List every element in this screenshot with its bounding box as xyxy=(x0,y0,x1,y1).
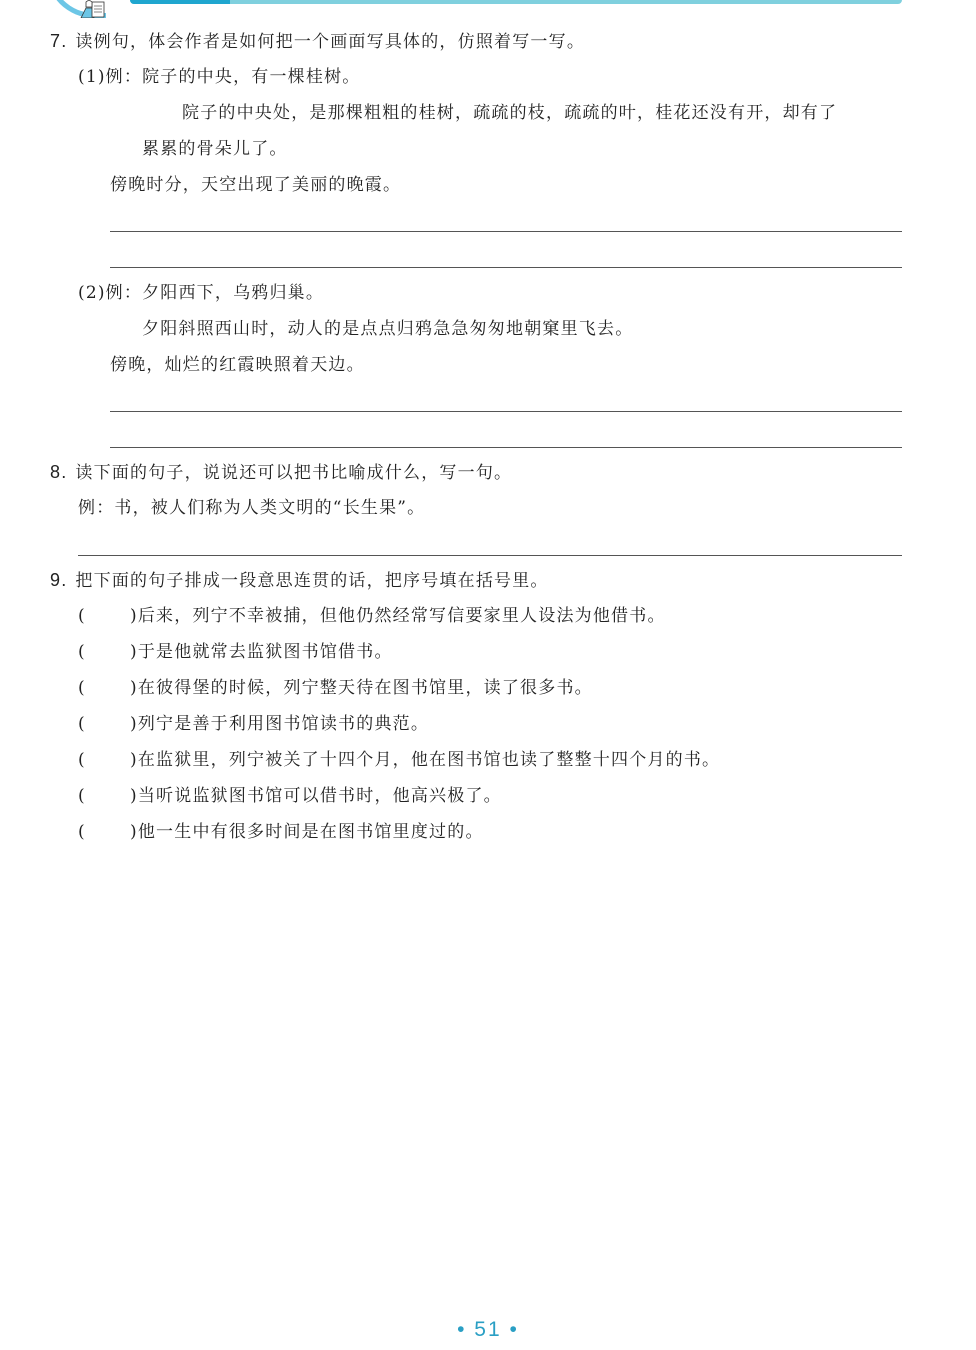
q8-answer-line[interactable] xyxy=(78,555,902,556)
q9-item: ( )于是他就常去监狱图书馆借书。 xyxy=(78,642,393,662)
q9-answer-blank[interactable]: ( xyxy=(78,822,86,842)
header-band xyxy=(130,0,902,4)
q9-item: ( )当听说监狱图书馆可以借书时，他高兴极了。 xyxy=(78,786,502,806)
q9-answer-blank[interactable]: ( xyxy=(78,750,86,770)
q9-item: ( )在彼得堡的时候，列宁整天待在图书馆里，读了很多书。 xyxy=(78,678,593,698)
question-9-prompt: 9. 把下面的句子排成一段意思连贯的话，把序号填在括号里。 xyxy=(50,570,549,591)
q7-part1-task: 傍晚时分，天空出现了美丽的晚霞。 xyxy=(110,175,402,195)
q9-answer-blank[interactable]: ( xyxy=(78,606,86,626)
q7-part2-answer-line-1[interactable] xyxy=(110,411,902,412)
page-number: • 51 • xyxy=(457,1318,519,1341)
reading-mascot-icon xyxy=(78,0,108,18)
question-8-prompt: 8. 读下面的句子，说说还可以把书比喻成什么，写一句。 xyxy=(50,462,513,483)
q7-part1-example-line1: 院子的中央处，是那棵粗粗的桂树，疏疏的枝，疏疏的叶，桂花还没有开，却有了 xyxy=(182,103,838,123)
q7-part2-label: (2)例：夕阳西下，乌鸦归巢。 xyxy=(78,283,325,303)
q9-item: ( )他一生中有很多时间是在图书馆里度过的。 xyxy=(78,822,484,842)
q7-part1-answer-line-1[interactable] xyxy=(110,231,902,232)
q7-part1-answer-line-2[interactable] xyxy=(110,267,902,268)
header-band-accent xyxy=(130,0,230,4)
q7-part2-task: 傍晚，灿烂的红霞映照着天边。 xyxy=(110,355,365,375)
q7-part2-example-line1: 夕阳斜照西山时，动人的是点点归鸦急急匆匆地朝窠里飞去。 xyxy=(142,319,634,339)
q9-answer-blank[interactable]: ( xyxy=(78,786,86,806)
q9-item: ( )在监狱里，列宁被关了十四个月，他在图书馆也读了整整十四个月的书。 xyxy=(78,750,721,770)
q7-part1-example-line2: 累累的骨朵儿了。 xyxy=(142,139,288,159)
q7-part2-answer-line-2[interactable] xyxy=(110,447,902,448)
q9-answer-blank[interactable]: ( xyxy=(78,714,86,734)
q9-answer-blank[interactable]: ( xyxy=(78,642,86,662)
question-number: 8. xyxy=(50,462,68,482)
q9-answer-blank[interactable]: ( xyxy=(78,678,86,698)
q9-item: ( )列宁是善于利用图书馆读书的典范。 xyxy=(78,714,430,734)
question-7-prompt: 7. 读例句，体会作者是如何把一个画面写具体的，仿照着写一写。 xyxy=(50,31,586,52)
question-number: 9. xyxy=(50,570,68,590)
question-number: 7. xyxy=(50,31,68,51)
q8-example: 例：书，被人们称为人类文明的“长生果”。 xyxy=(78,498,426,518)
q7-part1-label: (1)例：院子的中央，有一棵桂树。 xyxy=(78,67,361,87)
q9-item: ( )后来，列宁不幸被捕，但他仍然经常写信要家里人设法为他借书。 xyxy=(78,606,666,626)
